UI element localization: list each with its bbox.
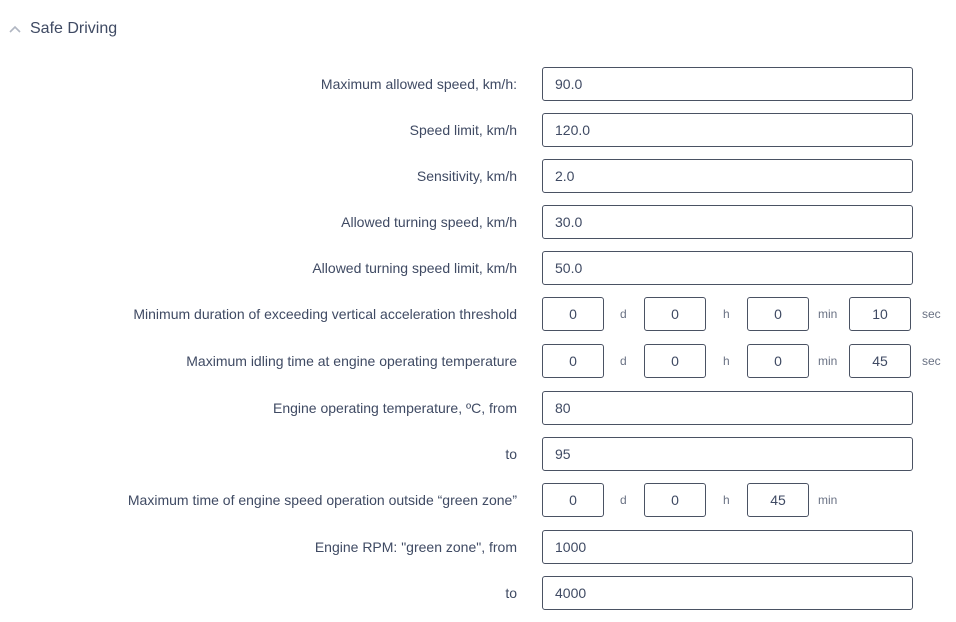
idling-seconds-input[interactable]: [849, 344, 911, 378]
row-max-allowed-speed: [0, 67, 956, 101]
engine-temp-from-input[interactable]: [542, 391, 913, 425]
section-title: Safe Driving: [30, 20, 118, 37]
label-engine-rpm-from: Engine RPM: "green zone", from: [314, 539, 517, 555]
green-zone-days-input[interactable]: [542, 483, 604, 517]
label-allowed-turning-speed-limit: Allowed turning speed limit, km/h: [312, 260, 517, 276]
row-sensitivity: [0, 159, 956, 193]
row-engine-rpm-to: [0, 576, 956, 610]
unit-minutes: min: [818, 354, 838, 368]
vertical-accel-minutes-input[interactable]: [747, 297, 809, 331]
label-engine-temp-from: Engine operating temperature, ºC, from: [272, 400, 517, 416]
engine-rpm-from-input[interactable]: [542, 530, 913, 564]
idling-days-input[interactable]: [542, 344, 604, 378]
label-sensitivity: Sensitivity, km/h: [416, 168, 517, 184]
label-engine-rpm-to: to: [505, 585, 517, 601]
unit-seconds: sec: [922, 307, 941, 321]
vertical-accel-days-input[interactable]: [542, 297, 604, 331]
row-max-time-outside-green-zone: [0, 483, 956, 517]
label-max-allowed-speed: Maximum allowed speed, km/h:: [320, 76, 517, 92]
unit-hours: h: [723, 493, 730, 507]
engine-rpm-to-input[interactable]: [542, 576, 913, 610]
unit-days: d: [620, 493, 627, 507]
unit-minutes: min: [818, 493, 838, 507]
row-min-duration-vertical-accel: [0, 297, 956, 331]
speed-limit-input[interactable]: [542, 113, 913, 147]
allowed-turning-speed-input[interactable]: [542, 205, 913, 239]
sensitivity-input[interactable]: [542, 159, 913, 193]
vertical-accel-seconds-input[interactable]: [849, 297, 911, 331]
unit-days: d: [620, 307, 627, 321]
unit-hours: h: [723, 354, 730, 368]
label-allowed-turning-speed: Allowed turning speed, km/h: [341, 214, 517, 230]
row-speed-limit: [0, 113, 956, 147]
unit-days: d: [620, 354, 627, 368]
label-speed-limit: Speed limit, km/h: [409, 122, 517, 138]
row-allowed-turning-speed: [0, 205, 956, 239]
row-engine-rpm-from: [0, 530, 956, 564]
allowed-turning-speed-limit-input[interactable]: [542, 251, 913, 285]
label-min-duration-vertical-accel: Minimum duration of exceeding vertical acceleration threshold: [133, 306, 517, 322]
label-max-idling-time: Maximum idling time at engine operating temperature: [186, 353, 517, 369]
idling-minutes-input[interactable]: [747, 344, 809, 378]
section-header-safe-driving[interactable]: [8, 16, 117, 42]
max-allowed-speed-input[interactable]: [542, 67, 913, 101]
idling-hours-input[interactable]: [644, 344, 706, 378]
chevron-up-icon[interactable]: [8, 22, 22, 36]
row-max-idling-time: [0, 344, 956, 378]
unit-seconds: sec: [922, 354, 941, 368]
engine-temp-to-input[interactable]: [542, 437, 913, 471]
green-zone-hours-input[interactable]: [644, 483, 706, 517]
unit-hours: h: [723, 307, 730, 321]
green-zone-minutes-input[interactable]: [747, 483, 809, 517]
row-engine-temp-to: [0, 437, 956, 471]
label-max-time-outside-green-zone: Maximum time of engine speed operation outside “green zone”: [127, 492, 517, 508]
label-engine-temp-to: to: [505, 446, 517, 462]
unit-minutes: min: [818, 307, 838, 321]
row-engine-temp-from: [0, 391, 956, 425]
row-allowed-turning-speed-limit: [0, 251, 956, 285]
vertical-accel-hours-input[interactable]: [644, 297, 706, 331]
